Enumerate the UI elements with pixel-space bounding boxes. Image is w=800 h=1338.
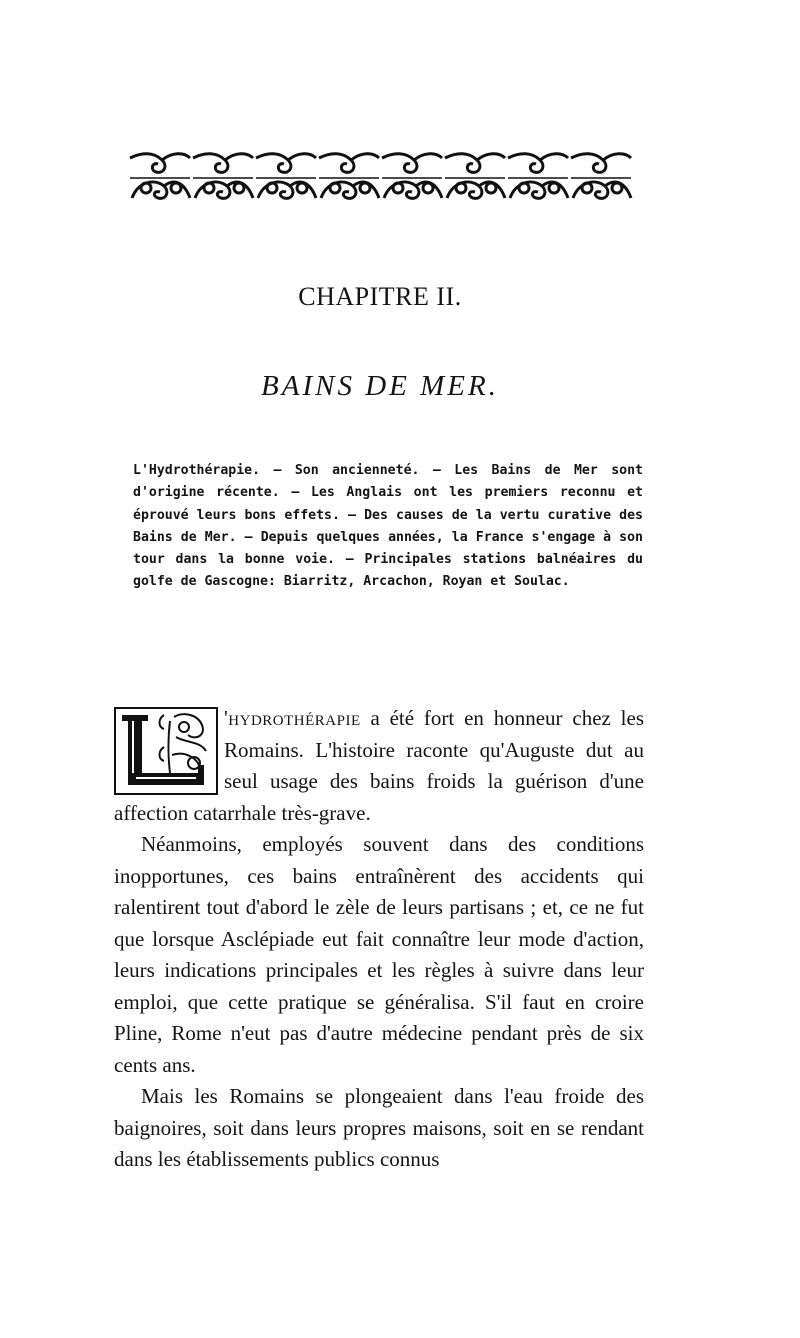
ornamental-header-band [128,152,633,204]
first-word: 'hydrothérapie [224,706,361,730]
decorated-initial [114,707,218,795]
chapter-summary: L'Hydrothérapie. — Son ancienneté. — Les Bains de Mer sont d'origine récente. — Les Anglais ont les premiers reconnu et éprouvé leurs bons effets. — Des causes de la vertu curative des Bains de Mer. — Depuis quelques années, la France s'engage à son tour dans la bonne voie. — Principales stations balnéaires du golfe de Gascogne: Biarritz, Arcachon, Royan et Soulac. [133,463,643,590]
chapter-title: BAINS DE MER. [261,370,499,402]
decorated-initial-letter-l-icon [114,707,218,795]
paragraph-1-text: a été fort en honneur chez les Romains. L'histoire raconte qu'Auguste dut au seul usage des bains froids la guérison d'une affection catarrhale très-grave. [114,706,644,825]
chapter-heading: CHAPITRE II. [298,282,462,311]
paragraph-3: Mais les Romains se plongeaient dans l'eau froide des baignoires, soit dans leurs propres maisons, soit en se rendant dans les établissements publics connus [114,1084,644,1171]
paragraph-1 [114,703,644,829]
body-text [114,703,644,1176]
paragraph-2: Néanmoins, employés souvent dans des conditions inopportunes, ces bains entraînèrent des accidents qui ralentirent tout d'abord le zèle de leurs partisans ; et, ce ne fut que lorsque Asclépiade eut fait connaître leur mode d'action, leurs indications principales et les règles à suivre dans leur emploi, que cette pratique se généralisa. S'il faut en croire Pline, Rome n'eut pas d'autre médecine pendant près de six cents ans. [114,832,644,1077]
